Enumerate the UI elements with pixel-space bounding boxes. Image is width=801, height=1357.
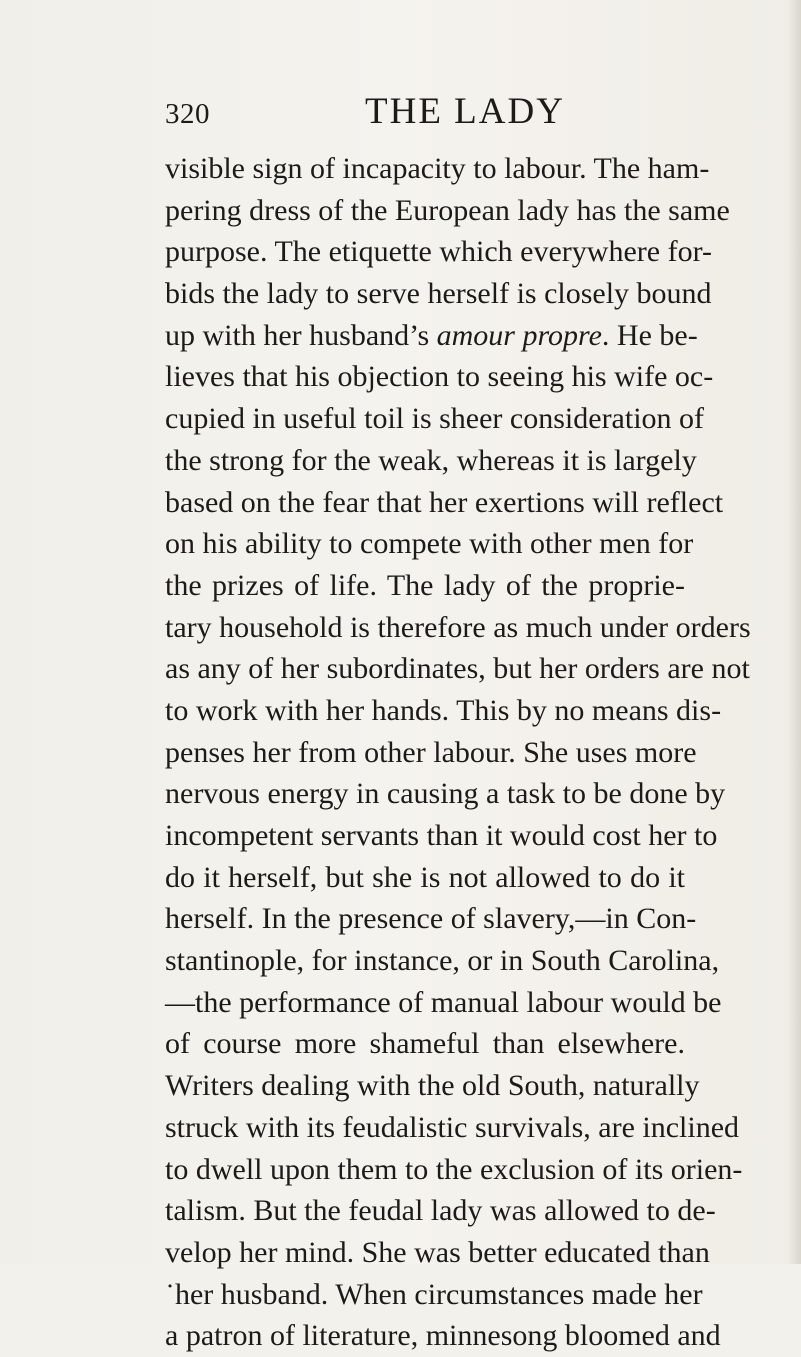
text-line: of course more shameful than elsewhere. bbox=[165, 1027, 685, 1061]
text-line: to work with her hands. This by no means dis- bbox=[165, 693, 722, 727]
text-line: tary household is therefore as much under orders bbox=[165, 610, 751, 644]
text-line: stantinople, for instance, or in South Carolina, bbox=[165, 944, 720, 978]
text-line: bids the lady to serve herself is closely bound bbox=[165, 277, 712, 311]
text-line: as any of her subordinates, but her orders are not bbox=[165, 652, 750, 686]
text-line: incompetent servants than it would cost her to bbox=[165, 819, 718, 852]
running-head: THE LADY bbox=[365, 91, 565, 132]
text-line: struck with its feudalistic survivals, are inclined bbox=[165, 1110, 740, 1144]
body-text bbox=[165, 148, 751, 1357]
text-line: nervous energy in causing a task to be done by bbox=[165, 777, 726, 811]
italic-phrase: amour propre bbox=[436, 318, 602, 352]
text-line: on his ability to compete with other men for bbox=[165, 527, 694, 561]
text-line: based on the fear that her exertions will reflect bbox=[165, 485, 724, 519]
text-line: Writers dealing with the old South, naturally bbox=[165, 1069, 700, 1103]
text-line: talism. But the feudal lady was allowed to de- bbox=[165, 1194, 716, 1228]
text-line: the prizes of life. The lady of the proprie- bbox=[165, 568, 685, 602]
text-line: velop her mind. She was better educated than bbox=[165, 1235, 710, 1269]
text-line: herself. In the presence of slavery,—in Con- bbox=[165, 902, 697, 936]
text-line: purpose. The etiquette which everywhere for- bbox=[165, 235, 712, 269]
text-line: visible sign of incapacity to labour. The ham- bbox=[165, 152, 710, 185]
text-line: ˙her husband. When circumstances made her bbox=[165, 1277, 703, 1311]
text-line: lieves that his objection to seeing his wife oc- bbox=[165, 360, 714, 394]
page-edge-shadow bbox=[787, 0, 801, 1264]
text-line: penses her from other labour. She uses more bbox=[165, 735, 697, 769]
text-line: pering dress of the European lady has the same bbox=[165, 193, 730, 227]
text-line: a patron of literature, minnesong bloomed and bbox=[165, 1319, 721, 1353]
page-number: 320 bbox=[165, 98, 210, 130]
text-line: —the performance of manual labour would be bbox=[165, 985, 722, 1019]
text-segment: up with her husband’s bbox=[165, 318, 437, 352]
text-line: do it herself, but she is not allowed to do it bbox=[165, 860, 685, 894]
page-header bbox=[165, 86, 685, 136]
text-segment: . He be- bbox=[601, 318, 698, 352]
text-line bbox=[165, 315, 698, 357]
text-line: cupied in useful toil is sheer consideration of bbox=[165, 402, 705, 436]
text-line: to dwell upon them to the exclusion of its orien- bbox=[165, 1152, 743, 1186]
text-line: the strong for the weak, whereas it is largely bbox=[165, 443, 697, 477]
